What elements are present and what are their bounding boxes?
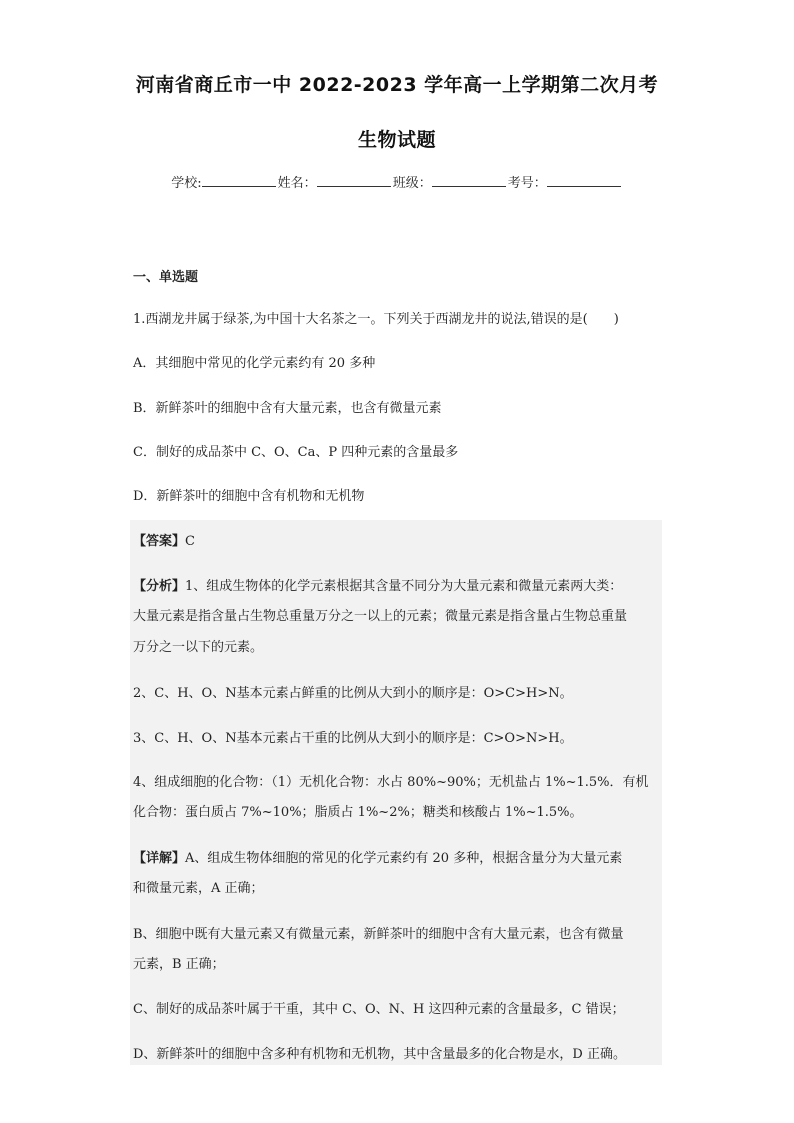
school-blank[interactable] [202, 174, 276, 187]
class-blank[interactable] [432, 174, 506, 187]
analysis-point-2: 2、C、H、O、N基本元素占鲜重的比例从大到小的顺序是：O>C>H>N。 [133, 686, 573, 701]
analysis-text-1: 1、组成生物体的化学元素根据其含量不同分为大量元素和微量元素两大类： [185, 579, 623, 594]
name-blank[interactable] [317, 174, 391, 187]
analysis-point-4-line-1: 4、组成细胞的化合物：（1）无机化合物：水占 80%~90%；无机盐占 1%~1.5%．有机 [133, 775, 649, 790]
exam-no-label: 考号： [507, 176, 547, 191]
answer-line [133, 530, 195, 549]
section-title: 一、单选题 [133, 270, 199, 285]
detail-tag: 【详解】 [133, 851, 186, 866]
detail-line-c: C、制好的成品茶叶属于干重，其中 C、O、N、H 这四种元素的含量最多，C 错误； [133, 1002, 625, 1017]
exam-no-blank[interactable] [547, 174, 621, 187]
answer-value: C [185, 534, 195, 549]
exam-subject: 生物试题 [357, 129, 436, 151]
option-c: C．制好的成品茶中 C、O、Ca、P 四种元素的含量最多 [133, 445, 459, 460]
analysis-point-3: 3、C、H、O、N基本元素占干重的比例从大到小的顺序是：C>O>N>H。 [133, 731, 573, 746]
exam-title: 河南省商丘市一中 2022-2023 学年高一上学期第二次月考 [135, 74, 659, 96]
option-b: B．新鲜茶叶的细胞中含有大量元素，也含有微量元素 [133, 401, 442, 416]
detail-line-b-1: B、细胞中既有大量元素又有微量元素，新鲜茶叶的细胞中含有大量元素，也含有微量 [133, 927, 624, 942]
detail-line-b-2: 元素，B 正确； [133, 957, 225, 972]
analysis-line-3: 万分之一以下的元素。 [133, 640, 264, 655]
analysis-line-1 [133, 575, 622, 594]
analysis-line-2: 大量元素是指含量占生物总重量万分之一以上的元素；微量元素是指含量占生物总重量 [133, 609, 628, 624]
analysis-tag: 【分析】 [133, 579, 186, 594]
name-label: 姓名： [277, 176, 317, 191]
solution-panel [130, 520, 662, 1065]
school-label: 学校: [171, 176, 202, 191]
option-a: A．其细胞中常见的化学元素约有 20 多种 [133, 356, 376, 371]
detail-line-a-2: 和微量元素，A 正确； [133, 881, 264, 896]
answer-tag: 【答案】 [133, 534, 186, 549]
detail-line-a-1 [133, 847, 622, 866]
detail-a-text-1: A、组成生物体细胞的常见的化学元素约有 20 多种，根据含量分为大量元素 [185, 851, 623, 866]
detail-line-d: D、新鲜茶叶的细胞中含多种有机物和无机物，其中含量最多的化合物是水，D 正确。 [133, 1047, 626, 1062]
option-d: D．新鲜茶叶的细胞中含有机物和无机物 [133, 489, 365, 504]
student-info-row [0, 172, 794, 191]
class-label: 班级： [392, 176, 432, 191]
question-stem: 1.西湖龙井属于绿茶,为中国十大名茶之一。下列关于西湖龙井的说法,错误的是( ) [133, 312, 619, 327]
analysis-point-4-line-2: 化合物：蛋白质占 7%~10%；脂质占 1%~2%；糖类和核酸占 1%~1.5%。 [133, 805, 583, 820]
